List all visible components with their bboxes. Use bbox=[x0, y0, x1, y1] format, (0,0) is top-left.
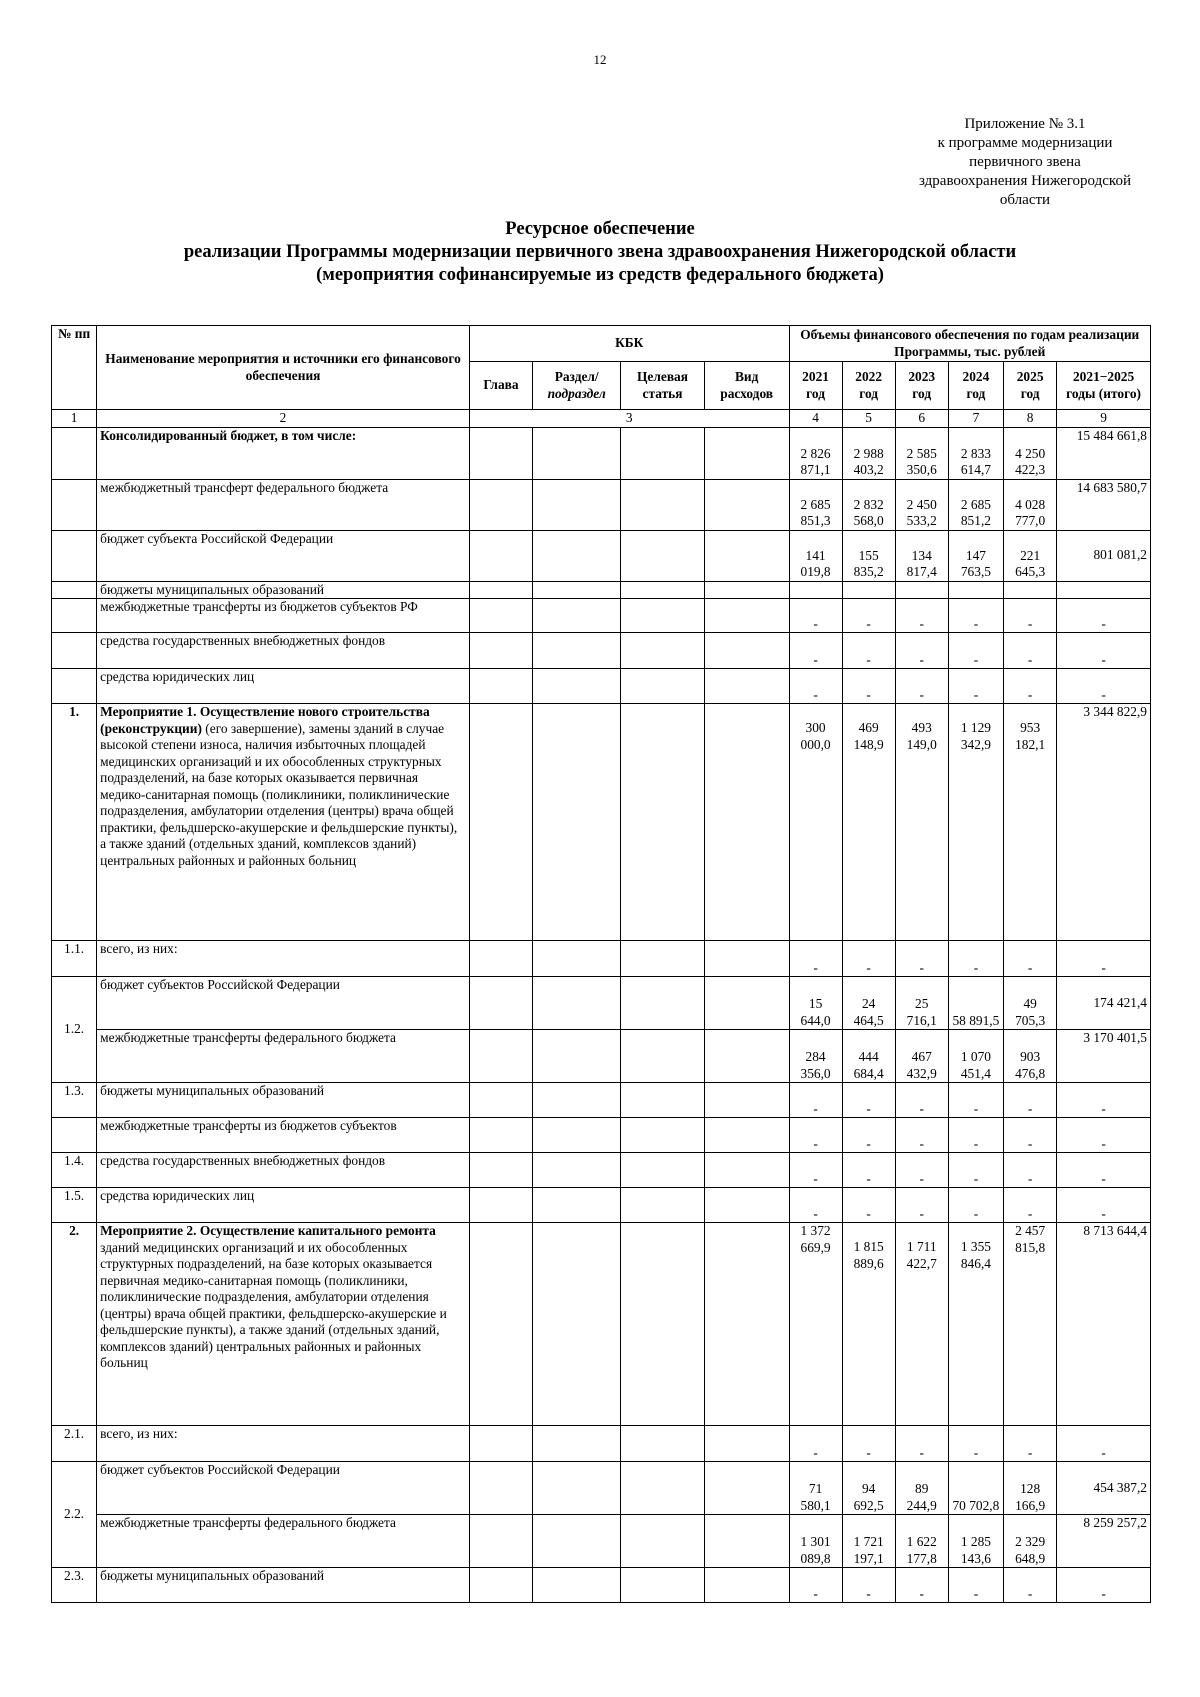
value-2025: - bbox=[1004, 1188, 1057, 1223]
index-cell: 2 bbox=[97, 410, 470, 428]
appendix-line: Приложение № 3.1 bbox=[964, 116, 1086, 132]
table-row bbox=[52, 1153, 1151, 1188]
table-row bbox=[52, 530, 1151, 581]
index-row bbox=[52, 410, 1151, 428]
value-2025: 4 250 422,3 bbox=[1004, 427, 1057, 479]
value-total: - bbox=[1057, 669, 1151, 704]
value-2025: - bbox=[1004, 1153, 1057, 1188]
appendix-line: к программе модернизации bbox=[937, 135, 1113, 151]
page-number: 12 bbox=[593, 52, 607, 67]
value-2022: 1 721 197,1 bbox=[842, 1515, 895, 1568]
value-2022: - bbox=[842, 1083, 895, 1118]
value-2021: - bbox=[789, 941, 842, 977]
value-2022 bbox=[842, 581, 895, 599]
value-2025: 2 329 648,9 bbox=[1004, 1515, 1057, 1568]
value-2025: - bbox=[1004, 1083, 1057, 1118]
row-num bbox=[52, 530, 97, 581]
value-2023: - bbox=[895, 1426, 948, 1462]
value-2024: - bbox=[948, 1153, 1003, 1188]
value-2023: - bbox=[895, 633, 948, 669]
value-total: 3 344 822,9 bbox=[1057, 704, 1151, 941]
value-2021: - bbox=[789, 1188, 842, 1223]
value-2024: - bbox=[948, 1118, 1003, 1153]
index-cell: 4 bbox=[789, 410, 842, 428]
value-2023: - bbox=[895, 1188, 948, 1223]
value-2024: 147 763,5 bbox=[948, 530, 1003, 581]
value-2025: 221 645,3 bbox=[1004, 530, 1057, 581]
row-num bbox=[52, 479, 97, 530]
value-2025: - bbox=[1004, 599, 1057, 633]
value-2023: 493 149,0 bbox=[895, 704, 948, 941]
value-2023: - bbox=[895, 1118, 948, 1153]
value-2024: - bbox=[948, 1568, 1003, 1603]
row-name: бюджеты муниципальных образований bbox=[97, 1083, 470, 1118]
table-row bbox=[52, 633, 1151, 669]
row-num: 1.1. bbox=[52, 941, 97, 977]
value-2023: - bbox=[895, 669, 948, 704]
appendix-line: здравоохранения Нижегородской bbox=[919, 173, 1131, 189]
value-2021: - bbox=[789, 1153, 842, 1188]
table-row bbox=[52, 941, 1151, 977]
value-2025: - bbox=[1004, 941, 1057, 977]
appendix-line: области bbox=[999, 192, 1051, 208]
row-name: средства юридических лиц bbox=[97, 1188, 470, 1223]
value-total bbox=[1057, 581, 1151, 599]
header-name: Наименование мероприятия и источники его финансового обеспечения bbox=[97, 326, 470, 410]
appendix-line: первичного звена bbox=[969, 154, 1081, 170]
value-2022: - bbox=[842, 1426, 895, 1462]
value-2025: 953 182,1 bbox=[1004, 704, 1057, 941]
value-2023: - bbox=[895, 1083, 948, 1118]
value-2023: 2 585 350,6 bbox=[895, 427, 948, 479]
table-row bbox=[52, 1568, 1151, 1603]
value-2024: 1 129 342,9 bbox=[948, 704, 1003, 941]
value-2024: - bbox=[948, 1188, 1003, 1223]
value-total: 174 421,4 bbox=[1057, 977, 1151, 1030]
value-2023 bbox=[895, 581, 948, 599]
value-2024: - bbox=[948, 1426, 1003, 1462]
row-num bbox=[52, 669, 97, 704]
row-num: 2.3. bbox=[52, 1568, 97, 1603]
row-name: Мероприятие 1. Осуществление нового строительства (реконструкции) (его завершение), замены зданий в случае высокой степени износа, наличия избыточных площадей медицинских организаций и их обособленных структурных подразделений, на базе которых оказывается первичная медико-санитарная помощь (поликлиники, поликлинические подразделения, амбулатории отделения (центры) врача общей практики, фельдшерско-акушерские и фельдшерские пункты), а также зданий (отдельных зданий, комплексов зданий) центральных районных и районных больниц bbox=[97, 704, 470, 941]
row-name: средства государственных внебюджетных фондов bbox=[97, 633, 470, 669]
value-2025: 2 457 815,8 bbox=[1004, 1223, 1057, 1426]
value-total: - bbox=[1057, 599, 1151, 633]
value-2021: - bbox=[789, 633, 842, 669]
header-vid: Вид расходов bbox=[704, 362, 789, 410]
value-2023: 1 711 422,7 bbox=[895, 1223, 948, 1426]
value-2021: - bbox=[789, 669, 842, 704]
header-kbk: КБК bbox=[469, 326, 789, 362]
value-2025: 903 476,8 bbox=[1004, 1030, 1057, 1083]
table-row bbox=[52, 1426, 1151, 1462]
value-2024: - bbox=[948, 669, 1003, 704]
value-2021: 284 356,0 bbox=[789, 1030, 842, 1083]
row-num: 1.4. bbox=[52, 1153, 97, 1188]
document-title bbox=[0, 218, 1200, 287]
table-row bbox=[52, 1188, 1151, 1223]
header-celevaya: Целевая статья bbox=[621, 362, 705, 410]
value-2024: 2 685 851,2 bbox=[948, 479, 1003, 530]
title-line: (мероприятия софинансируемые из средств федерального бюджета) bbox=[316, 265, 884, 285]
value-2023: - bbox=[895, 1568, 948, 1603]
value-total: - bbox=[1057, 941, 1151, 977]
value-2025: - bbox=[1004, 1568, 1057, 1603]
value-2025: 4 028 777,0 bbox=[1004, 479, 1057, 530]
value-2022: - bbox=[842, 1118, 895, 1153]
value-2023: 467 432,9 bbox=[895, 1030, 948, 1083]
row-name: всего, из них: bbox=[97, 1426, 470, 1462]
value-2024: 58 891,5 bbox=[948, 977, 1003, 1030]
value-2021: 1 301 089,8 bbox=[789, 1515, 842, 1568]
index-cell: 6 bbox=[895, 410, 948, 428]
value-2022: - bbox=[842, 669, 895, 704]
header-razdel: Раздел/ подраздел bbox=[533, 362, 621, 410]
value-2024 bbox=[948, 581, 1003, 599]
value-2021: 15 644,0 bbox=[789, 977, 842, 1030]
value-2021: - bbox=[789, 599, 842, 633]
value-total: 454 387,2 bbox=[1057, 1462, 1151, 1515]
value-2022: 94 692,5 bbox=[842, 1462, 895, 1515]
value-2025: - bbox=[1004, 669, 1057, 704]
value-2023: - bbox=[895, 1153, 948, 1188]
header-num: № пп bbox=[52, 326, 97, 410]
value-total: 801 081,2 bbox=[1057, 530, 1151, 581]
row-num bbox=[52, 1118, 97, 1153]
row-num bbox=[52, 633, 97, 669]
row-num: 1.2. bbox=[52, 977, 97, 1083]
value-total: 15 484 661,8 bbox=[1057, 427, 1151, 479]
value-total: - bbox=[1057, 1188, 1151, 1223]
value-2022: 155 835,2 bbox=[842, 530, 895, 581]
row-name: межбюджетные трансферты федерального бюджета bbox=[97, 1515, 470, 1568]
value-2024: - bbox=[948, 941, 1003, 977]
value-2025: 128 166,9 bbox=[1004, 1462, 1057, 1515]
value-2025: 49 705,3 bbox=[1004, 977, 1057, 1030]
value-2022: 469 148,9 bbox=[842, 704, 895, 941]
header-2024: 2024 год bbox=[948, 362, 1003, 410]
appendix-note bbox=[900, 115, 1150, 210]
value-2025: - bbox=[1004, 1426, 1057, 1462]
value-2024: - bbox=[948, 633, 1003, 669]
table-row bbox=[52, 704, 1151, 941]
row-num: 1.5. bbox=[52, 1188, 97, 1223]
value-2021: 2 826 871,1 bbox=[789, 427, 842, 479]
value-total: 8 713 644,4 bbox=[1057, 1223, 1151, 1426]
header-2023: 2023 год bbox=[895, 362, 948, 410]
title-line: Ресурсное обеспечение bbox=[505, 219, 695, 239]
table-row bbox=[52, 1515, 1151, 1568]
value-2025 bbox=[1004, 581, 1057, 599]
index-cell: 7 bbox=[948, 410, 1003, 428]
row-num bbox=[52, 581, 97, 599]
index-cell: 3 bbox=[469, 410, 789, 428]
value-2022: 444 684,4 bbox=[842, 1030, 895, 1083]
value-2023: 89 244,9 bbox=[895, 1462, 948, 1515]
value-2021: 2 685 851,3 bbox=[789, 479, 842, 530]
value-2024: 2 833 614,7 bbox=[948, 427, 1003, 479]
table-row bbox=[52, 1462, 1151, 1515]
value-2022: 24 464,5 bbox=[842, 977, 895, 1030]
value-2023: 25 716,1 bbox=[895, 977, 948, 1030]
value-2024: - bbox=[948, 1083, 1003, 1118]
table-row bbox=[52, 599, 1151, 633]
index-cell: 5 bbox=[842, 410, 895, 428]
value-2021: - bbox=[789, 1083, 842, 1118]
row-num bbox=[52, 599, 97, 633]
row-num: 1.3. bbox=[52, 1083, 97, 1118]
value-2023: 2 450 533,2 bbox=[895, 479, 948, 530]
value-2021: - bbox=[789, 1118, 842, 1153]
value-2021 bbox=[789, 581, 842, 599]
row-name: межбюджетные трансферты из бюджетов субъектов РФ bbox=[97, 599, 470, 633]
value-2025: - bbox=[1004, 633, 1057, 669]
value-2024: 1 285 143,6 bbox=[948, 1515, 1003, 1568]
table-row bbox=[52, 1118, 1151, 1153]
row-name: бюджеты муниципальных образований bbox=[97, 1568, 470, 1603]
value-2021: 300 000,0 bbox=[789, 704, 842, 941]
value-total: - bbox=[1057, 633, 1151, 669]
header-total: 2021−2025 годы (итого) bbox=[1057, 362, 1151, 410]
value-2021: 141 019,8 bbox=[789, 530, 842, 581]
value-2022: - bbox=[842, 599, 895, 633]
index-cell: 8 bbox=[1004, 410, 1057, 428]
value-total: - bbox=[1057, 1568, 1151, 1603]
value-2022: 1 815 889,6 bbox=[842, 1223, 895, 1426]
index-cell: 9 bbox=[1057, 410, 1151, 428]
value-total: - bbox=[1057, 1118, 1151, 1153]
row-name: бюджет субъектов Российской Федерации bbox=[97, 1462, 470, 1515]
row-name: Консолидированный бюджет, в том числе: bbox=[97, 427, 470, 479]
value-2024: 1 355 846,4 bbox=[948, 1223, 1003, 1426]
value-total: - bbox=[1057, 1426, 1151, 1462]
header-glava: Глава bbox=[469, 362, 532, 410]
header-2021: 2021 год bbox=[789, 362, 842, 410]
row-num bbox=[52, 427, 97, 479]
value-2022: - bbox=[842, 1153, 895, 1188]
value-2022: 2 988 403,2 bbox=[842, 427, 895, 479]
row-name: межбюджетные трансферты федерального бюджета bbox=[97, 1030, 470, 1083]
value-2023: 134 817,4 bbox=[895, 530, 948, 581]
row-num: 2.1. bbox=[52, 1426, 97, 1462]
value-2021: 1 372 669,9 bbox=[789, 1223, 842, 1426]
row-name: средства юридических лиц bbox=[97, 669, 470, 704]
value-2022: - bbox=[842, 633, 895, 669]
row-name: бюджеты муниципальных образований bbox=[97, 581, 470, 599]
value-2023: - bbox=[895, 941, 948, 977]
row-name: бюджет субъекта Российской Федерации bbox=[97, 530, 470, 581]
value-2024: - bbox=[948, 599, 1003, 633]
row-name: межбюджетные трансферты из бюджетов субъектов bbox=[97, 1118, 470, 1153]
table-row bbox=[52, 1223, 1151, 1426]
value-2021: 71 580,1 bbox=[789, 1462, 842, 1515]
value-total: - bbox=[1057, 1083, 1151, 1118]
value-2022: 2 832 568,0 bbox=[842, 479, 895, 530]
value-total: 3 170 401,5 bbox=[1057, 1030, 1151, 1083]
table-row bbox=[52, 1083, 1151, 1118]
row-num: 2. bbox=[52, 1223, 97, 1426]
value-total: - bbox=[1057, 1153, 1151, 1188]
value-2022: - bbox=[842, 1568, 895, 1603]
row-num: 1. bbox=[52, 704, 97, 941]
index-cell: 1 bbox=[52, 410, 97, 428]
value-total: 14 683 580,7 bbox=[1057, 479, 1151, 530]
value-2024: 1 070 451,4 bbox=[948, 1030, 1003, 1083]
table-row bbox=[52, 427, 1151, 479]
value-2021: - bbox=[789, 1568, 842, 1603]
header-2025: 2025 год bbox=[1004, 362, 1057, 410]
row-name: бюджет субъектов Российской Федерации bbox=[97, 977, 470, 1030]
header-2022: 2022 год bbox=[842, 362, 895, 410]
value-2023: 1 622 177,8 bbox=[895, 1515, 948, 1568]
header-volumes: Объемы финансового обеспечения по годам реализации Программы, тыс. рублей bbox=[789, 326, 1150, 362]
value-2021: - bbox=[789, 1426, 842, 1462]
title-line: реализации Программы модернизации первичного звена здравоохранения Нижегородской области bbox=[183, 242, 1017, 262]
value-2025: - bbox=[1004, 1118, 1057, 1153]
value-2022: - bbox=[842, 941, 895, 977]
table-row bbox=[52, 977, 1151, 1030]
value-2022: - bbox=[842, 1188, 895, 1223]
table-row bbox=[52, 479, 1151, 530]
row-name: средства государственных внебюджетных фондов bbox=[97, 1153, 470, 1188]
resource-table bbox=[51, 325, 1151, 1603]
table-row bbox=[52, 669, 1151, 704]
value-2024: 70 702,8 bbox=[948, 1462, 1003, 1515]
row-num: 2.2. bbox=[52, 1462, 97, 1568]
row-name: всего, из них: bbox=[97, 941, 470, 977]
value-total: 8 259 257,2 bbox=[1057, 1515, 1151, 1568]
value-2023: - bbox=[895, 599, 948, 633]
table-row bbox=[52, 1030, 1151, 1083]
row-name: межбюджетный трансферт федерального бюджета bbox=[97, 479, 470, 530]
table-row bbox=[52, 581, 1151, 599]
row-name: Мероприятие 2. Осуществление капитального ремонта зданий медицинских организаций и их обособленных структурных подразделений, на базе которых оказывается первичная медико-санитарная помощь (поликлиники, поликлинические подразделения, амбулатории отделения (центры) врача общей практики, фельдшерско-акушерские и фельдшерские пункты), а также зданий (отдельных зданий, комплексов зданий) центральных районных и районных больниц bbox=[97, 1223, 470, 1426]
